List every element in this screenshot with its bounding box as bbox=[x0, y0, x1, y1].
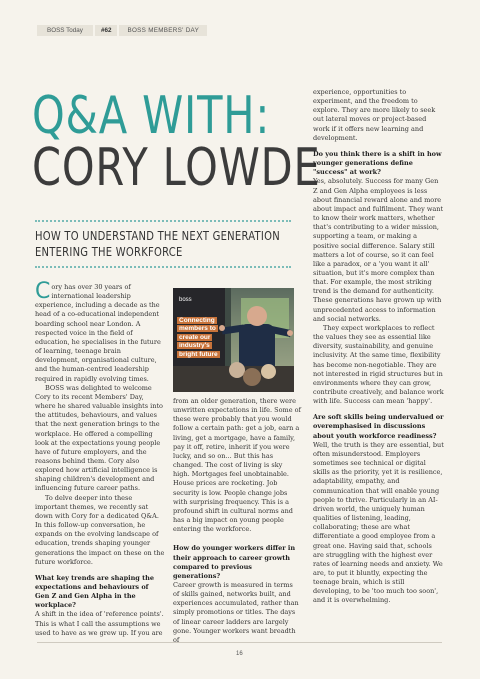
column-2 bbox=[173, 397, 301, 645]
title-line-1: Q&A WITH: bbox=[32, 86, 271, 146]
intro-text: ory has over 30 years of international leadership experience, including a decade as the head of a co-educational independent boarding school near London. A respected voice in the field of education, he specialises in the future of learning, teenage brain development, organisational culture, and the human-centred leadership required in rapidly evolving times. bbox=[35, 283, 161, 383]
paragraph: from an older generation, there were unwritten expectations in life. Some of these were probably that you would follow a certain path: get a job, earn a living, get a mortgage, have a family, pay it off, retire, inherit if you were lucky, and so on... But this has changed. The cost of living is sky high. Mortgages feel unobtainable. House prices are rocketing. Job security is low. People change jobs with surprising frequency. This is a profound shift in cultural norms and has a big impact on young people entering the workforce. bbox=[173, 397, 301, 534]
intro-paragraph bbox=[35, 279, 165, 384]
section-name: BOSS MEMBERS' DAY bbox=[119, 25, 207, 36]
question: What key trends are shaping the expectations and behaviours of Gen Z and Gen Alpha in the workplace? bbox=[35, 573, 154, 610]
divider-bottom bbox=[35, 266, 291, 268]
question: How do younger workers differ in their approach to career growth compared to previous generations? bbox=[173, 544, 296, 580]
boss-logo: boss bbox=[179, 297, 192, 303]
page-number: 16 bbox=[236, 651, 243, 657]
drop-cap: C bbox=[35, 279, 51, 304]
paragraph: To delve deeper into these important themes, we recently sat down with Cory for a dedicated Q&A. In this follow-up conversation, he expands on the evolving landscape of education, trends shaping younger generations the impact on these on the future workforce. bbox=[35, 493, 165, 566]
page-header bbox=[37, 24, 207, 37]
question: Are soft skills being undervalued or overemphasised in discussions about youth workforce readiness? bbox=[313, 413, 444, 440]
magazine-name: BOSS Today bbox=[37, 25, 93, 36]
banner-stand bbox=[173, 288, 225, 368]
title-line-2: CORY LOWDE bbox=[32, 138, 321, 198]
column-3 bbox=[313, 88, 444, 606]
divider-top bbox=[35, 220, 291, 222]
answer: A shift in the idea of 'reference points'. This is what I call the assumptions we used to have as we grew up. If you are bbox=[35, 610, 164, 637]
paragraph: experience, opportunities to experiment, and the freedom to explore. They are more likely to seek out lateral moves or project-based work if it offers new learning and development. bbox=[313, 88, 436, 142]
paragraph: They expect workplaces to reflect the values they see as essential like diversity, sustainability, and genuine inclusivity. At the same time, flexibility has become non-negotiable. They are not interested in rigid structures but in environments where they can grow, contribute creatively, and balance work with life. Success can mean 'happy'. bbox=[313, 323, 444, 406]
paragraph: BOSS was delighted to welcome Cory to its recent Members' Day, where he shared valuable insights into the attitudes, behaviours, and values that the next generation brings to the workplace. He offered a compelling look at the expectations young people have of future employers, and the reasons behind them. Cory also explored how artificial intelligence is shaping children's development and influencing future career paths. bbox=[35, 383, 163, 493]
speaker-photo bbox=[173, 288, 294, 392]
answer: Yes, absolutely. Success for many Gen Z and Gen Alpha employees is less about financial reward alone and more about impact and fulfilment. They want to know their work matters, whether that's contributing to a wider mission, supporting a team, or making a positive social difference. Salary still matters a lot of course, so it can feel like a paradox, or a 'you want it all' situation, but it's more complex than that. For example, the most striking trend is the demand for authenticity. These generations have grown up with unprecedented access to information and social networks. bbox=[313, 177, 444, 323]
subtitle bbox=[35, 228, 280, 260]
column-1 bbox=[35, 279, 165, 638]
question: Do you think there is a shift in how younger generations define "success" at work? bbox=[313, 149, 442, 177]
answer: Well, the truth is they are essential, but often misunderstood. Employers sometimes see technical or digital skills as the priority, yet it is resilience, adaptability, empathy, and communication that will enable young people to thrive. Particularly in an AI-driven world, the uniquely human qualities of listening, leading, collaborating; these are what differentiate a good employee from a great one. Having said that, schools are struggling with the highest ever rates of learning needs and anxiety. We are, to put it bluntly, expecting the teenage brain, which is still developing, to be 'too much too soon', and it is overwhelming. bbox=[313, 440, 444, 605]
subtitle-line-2: ENTERING THE WORKFORCE bbox=[35, 244, 183, 259]
banner-tagline: Connecting members to create our industry's bright future bbox=[179, 317, 218, 358]
issue-number: #62 bbox=[95, 25, 118, 36]
answer: Career growth is measured in terms of skills gained, networks built, and experiences accumulated, rather than simply promotions or titles. The days of linear career ladders are largely gone. Younger workers want breadth of bbox=[173, 580, 299, 644]
footer-rule bbox=[37, 642, 442, 643]
subtitle-line-1: HOW TO UNDERSTAND THE NEXT GENERATION bbox=[35, 228, 280, 243]
